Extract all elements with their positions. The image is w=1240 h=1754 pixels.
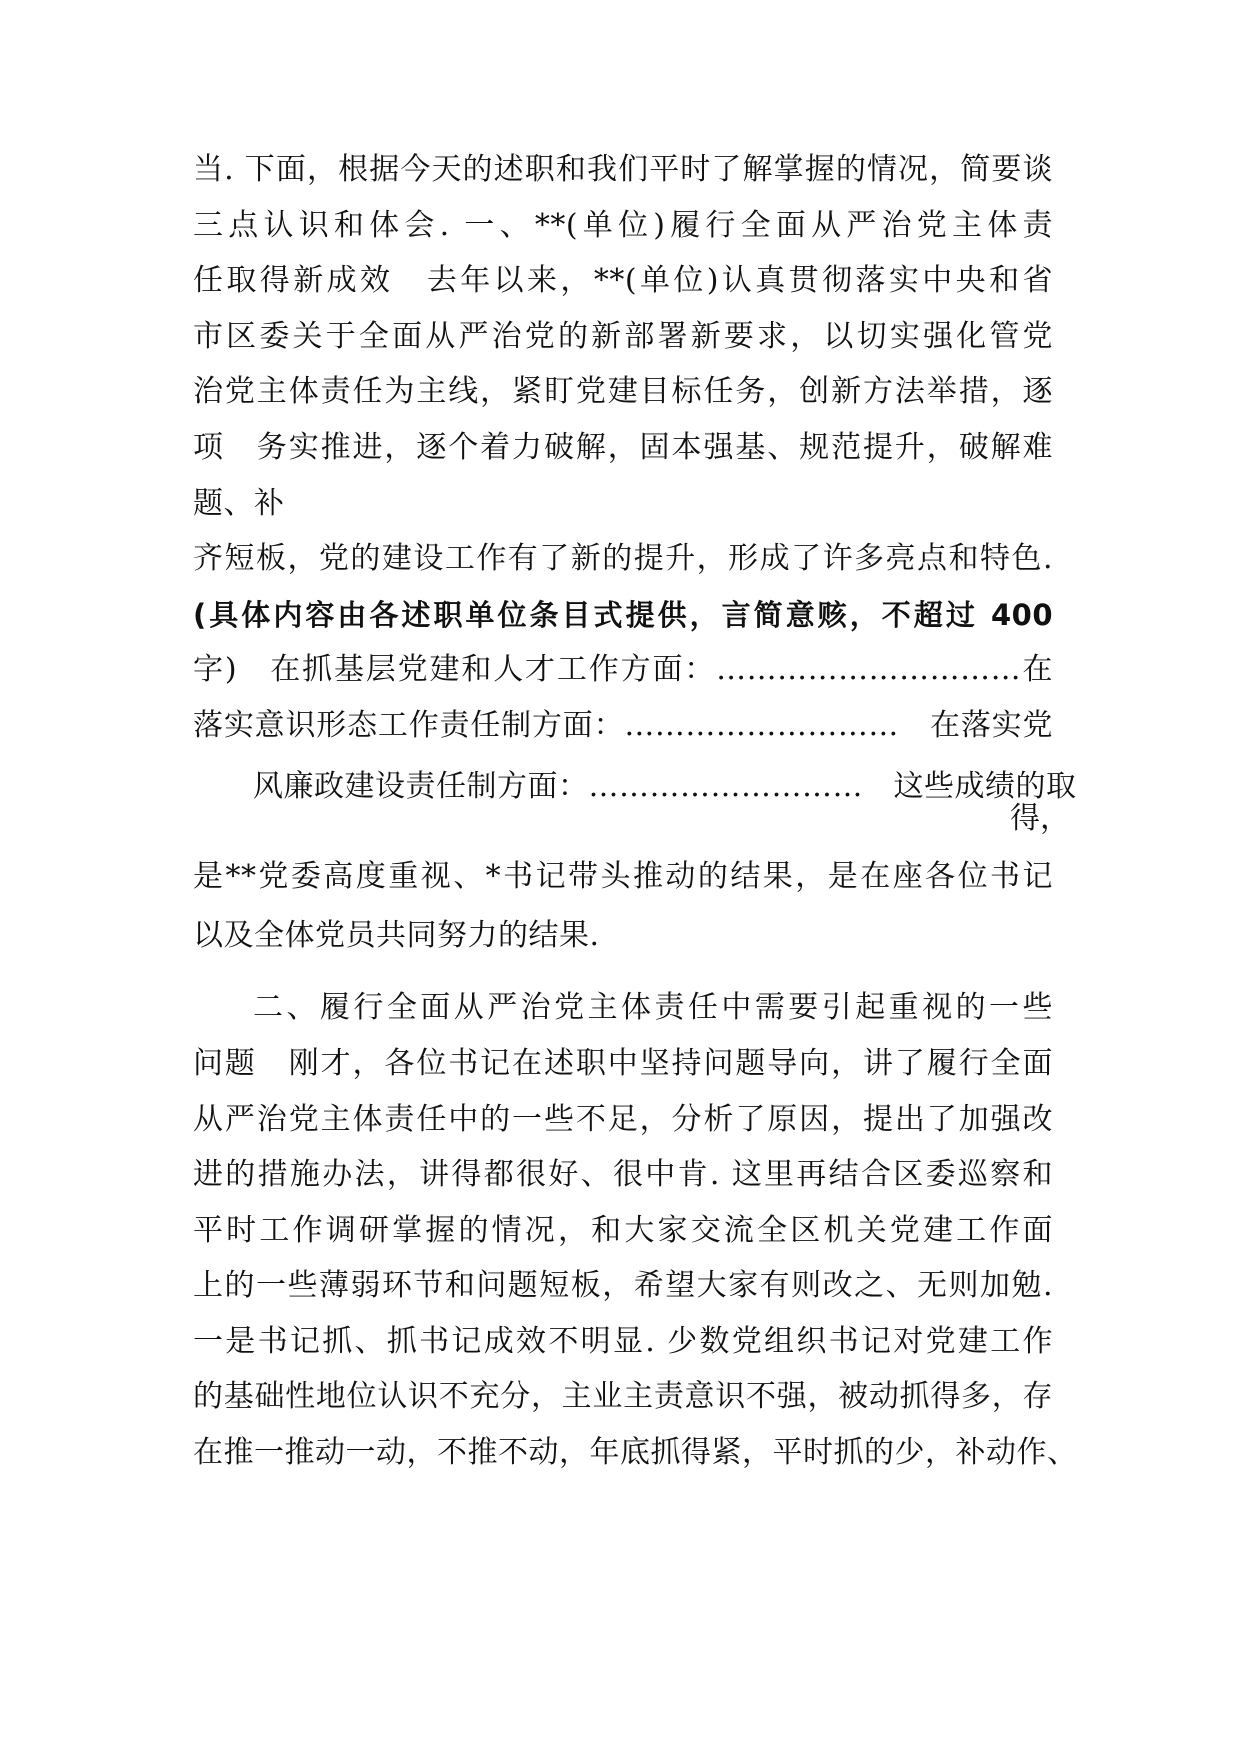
text-line-12: 风廉政建设责任制方面：……………………… 这些成绩的取 xyxy=(253,769,1077,804)
text-line-10: 字) 在抓基层党建和人才工作方面：…………………………在 xyxy=(193,652,1053,687)
text-line-24: 在推一推动一动，不推不动，年底抓得紧，平时抓的少，补动作、 xyxy=(193,1435,1078,1470)
text-line-23: 的基础性地位认识不充分，主业主责意识不强，被动抓得多，存 xyxy=(193,1379,1053,1414)
text-line-6: 项 务实推进，逐个着力破解，固本强基、规范提升，破解难 xyxy=(193,430,1053,465)
text-line-20: 平时工作调研掌握的情况，和大家交流全区机关党建工作面 xyxy=(193,1213,1053,1248)
text-line-2: 三点认识和体会. 一、**(单位)履行全面从严治党主体责 xyxy=(193,208,1053,243)
text-line-11: 落实意识形态工作责任制方面：……………………… 在落实党 xyxy=(193,708,1053,743)
text-line-3: 任取得新成效 去年以来，**(单位)认真贯彻落实中央和省 xyxy=(193,263,1053,298)
text-line-16: 二、履行全面从严治党主体责任中需要引起重视的一些 xyxy=(253,990,1053,1025)
text-line-4: 市区委关于全面从严治党的新部署新要求，以切实强化管党 xyxy=(193,319,1053,354)
text-line-1: 当. 下面，根据今天的述职和我们平时了解掌握的情况，简要谈 xyxy=(193,152,1053,187)
text-line-18: 从严治党主体责任中的一些不足，分析了原因，提出了加强改 xyxy=(193,1102,1053,1137)
text-line-19: 进的措施办法，讲得都很好、很中肯. 这里再结合区委巡察和 xyxy=(193,1157,1053,1192)
text-line-22: 一是书记抓、抓书记成效不明显. 少数党组织书记对党建工作 xyxy=(193,1324,1053,1359)
text-line-7: 题、补 xyxy=(193,486,285,521)
text-line-5: 治党主体责任为主线，紧盯党建目标任务，创新方法举措，逐 xyxy=(193,374,1053,409)
text-line-9-bold: (具体内容由各述职单位条目式提供，言简意赅，不超过 400 xyxy=(193,598,1053,632)
text-line-21: 上的一些薄弱环节和问题短板，希望大家有则改之、无则加勉. xyxy=(193,1268,1053,1303)
text-line-15: 以及全体党员共同努力的结果. xyxy=(193,918,600,953)
text-line-8: 齐短板，党的建设工作有了新的提升，形成了许多亮点和特色. xyxy=(193,541,1053,576)
text-line-14: 是**党委高度重视、*书记带头推动的结果，是在座各位书记 xyxy=(193,859,1053,894)
text-line-13: 得， xyxy=(1010,801,1070,836)
text-line-17: 问题 刚才，各位书记在述职中坚持问题导向，讲了履行全面 xyxy=(193,1046,1053,1081)
